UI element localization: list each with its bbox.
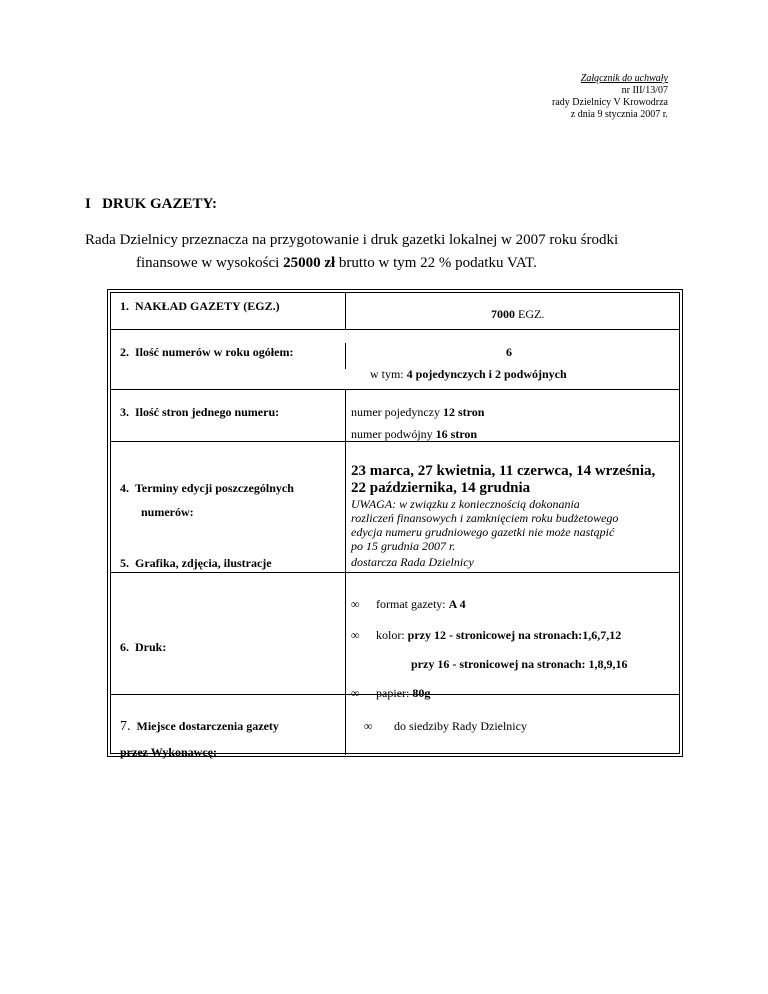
row-1-value: [491, 307, 544, 322]
row-1-value-unit: EGZ.: [515, 307, 545, 321]
row-2-number: 2.: [120, 345, 129, 359]
section-title: [85, 196, 217, 213]
row-6-bullet-3: [376, 686, 430, 701]
col-divider-r2: [345, 343, 346, 369]
col-divider-r3-5: [345, 390, 346, 572]
row-7-number: 7.: [120, 719, 131, 734]
row-4-label: [120, 481, 294, 496]
row-6-b1-bold: A 4: [448, 597, 466, 611]
row-7-label: [120, 719, 279, 735]
intro-line-2-pre: finansowe w wysokości: [136, 255, 284, 271]
intro-line-2: [136, 255, 537, 272]
row-2-label-text: Ilość numerów w roku ogółem:: [135, 345, 294, 359]
row-1-label-text: NAKŁAD GAZETY (EGZ.): [135, 299, 280, 313]
intro-line-2-post: brutto w tym 22 % podatku VAT.: [335, 255, 537, 271]
section-number: I: [85, 196, 91, 212]
row-6-number: 6.: [120, 640, 129, 654]
row-3-line-1-bold: 12 stron: [442, 405, 485, 419]
document-header: [552, 73, 668, 121]
intro-line-1: Rada Dzielnicy przeznacza na przygotowanie i druk gazetki lokalnej w 2007 roku środki: [85, 232, 619, 248]
row-2-sub: [370, 367, 567, 382]
row-4-label-line-1: Terminy edycji poszczególnych: [135, 481, 294, 495]
row-7-label-line-1: Miejsce dostarczenia gazety: [136, 719, 279, 733]
row-4-dates-1: 23 marca, 27 kwietnia, 11 czerwca, 14 września,: [351, 463, 656, 479]
row-1-number: 1.: [120, 299, 129, 313]
row-6-b2-bold: przy 12 - stronicowej na stronach:1,6,7,12: [407, 628, 622, 642]
header-line-3: rady Dzielnicy V Krowodrza: [552, 97, 668, 108]
row-3-line-1: [351, 405, 484, 420]
row-6-b3-pre: papier:: [376, 686, 413, 700]
row-rule-5: [111, 572, 679, 573]
row-1-value-number: 7000: [491, 307, 515, 321]
col-divider-r6: [345, 572, 346, 694]
row-7-label-line-2: przez Wykonawcę:: [120, 745, 217, 759]
row-2-sub-pre: w tym:: [370, 367, 407, 381]
row-2-label: [120, 345, 293, 360]
row-5-label-text: Grafika, zdjęcia, ilustracje: [135, 556, 272, 570]
row-2-sub-bold: 4 pojedynczych i 2 podwójnych: [406, 367, 567, 381]
row-6-b3-bold: 80g: [412, 686, 431, 700]
header-line-4: z dnia 9 stycznia 2007 r.: [570, 109, 668, 120]
intro-amount: 25000 zł: [283, 255, 336, 271]
row-1-label: [120, 299, 280, 314]
bullet-icon: ∞: [364, 719, 373, 733]
row-5-label: [120, 556, 272, 571]
bullet-icon: ∞: [351, 686, 360, 700]
row-6-label-text: Druk:: [135, 640, 167, 654]
row-3-number: 3.: [120, 405, 129, 419]
row-6-bullet-2-cont: przy 16 - stronicowej na stronach: 1,8,9,16: [411, 657, 628, 671]
row-4-number: 4.: [120, 481, 129, 495]
row-6-bullet-2: [376, 628, 621, 643]
section-title-text: DRUK GAZETY:: [102, 196, 217, 212]
row-4-note-3: edycja numeru grudniowego gazetki nie może nastąpić: [351, 525, 615, 539]
row-6-bullet-1: [376, 597, 466, 612]
row-4-label-line-2: numerów:: [141, 505, 194, 519]
bullet-icon: ∞: [351, 628, 360, 642]
col-divider-r1: [345, 293, 346, 329]
print-spec-table: [107, 289, 683, 757]
row-4-note-4: po 15 grudnia 2007 r.: [351, 539, 456, 553]
row-3-line-2-pre: numer podwójny: [351, 427, 436, 441]
row-4-note-1: UWAGA: w związku z koniecznością dokonania: [351, 497, 580, 511]
row-3-line-1-pre: numer pojedynczy: [351, 405, 443, 419]
bullet-icon: ∞: [351, 597, 360, 611]
row-4-dates-2: 22 października, 14 grudnia: [351, 480, 531, 496]
row-3-line-2: [351, 427, 477, 442]
row-7-value: do siedziby Rady Dzielnicy: [394, 719, 527, 733]
row-2-value: 6: [506, 345, 512, 359]
row-6-label: [120, 640, 166, 655]
row-4-note-2: rozliczeń finansowych i zamknięciem roku budżetowego: [351, 511, 619, 525]
header-line-2: nr III/13/07: [621, 85, 668, 96]
row-5-number: 5.: [120, 556, 129, 570]
header-line-1: Załącznik do uchwały: [580, 73, 668, 84]
row-6-b1-pre: format gazety:: [376, 597, 449, 611]
row-3-label: [120, 405, 279, 420]
row-3-label-text: Ilość stron jednego numeru:: [135, 405, 280, 419]
col-divider-r7: [345, 694, 346, 755]
row-6-b2-pre: kolor:: [376, 628, 408, 642]
row-rule-1: [111, 329, 679, 330]
row-5-value: dostarcza Rada Dzielnicy: [351, 555, 474, 569]
row-3-line-2-bold: 16 stron: [435, 427, 478, 441]
row-rule-2: [111, 389, 679, 390]
